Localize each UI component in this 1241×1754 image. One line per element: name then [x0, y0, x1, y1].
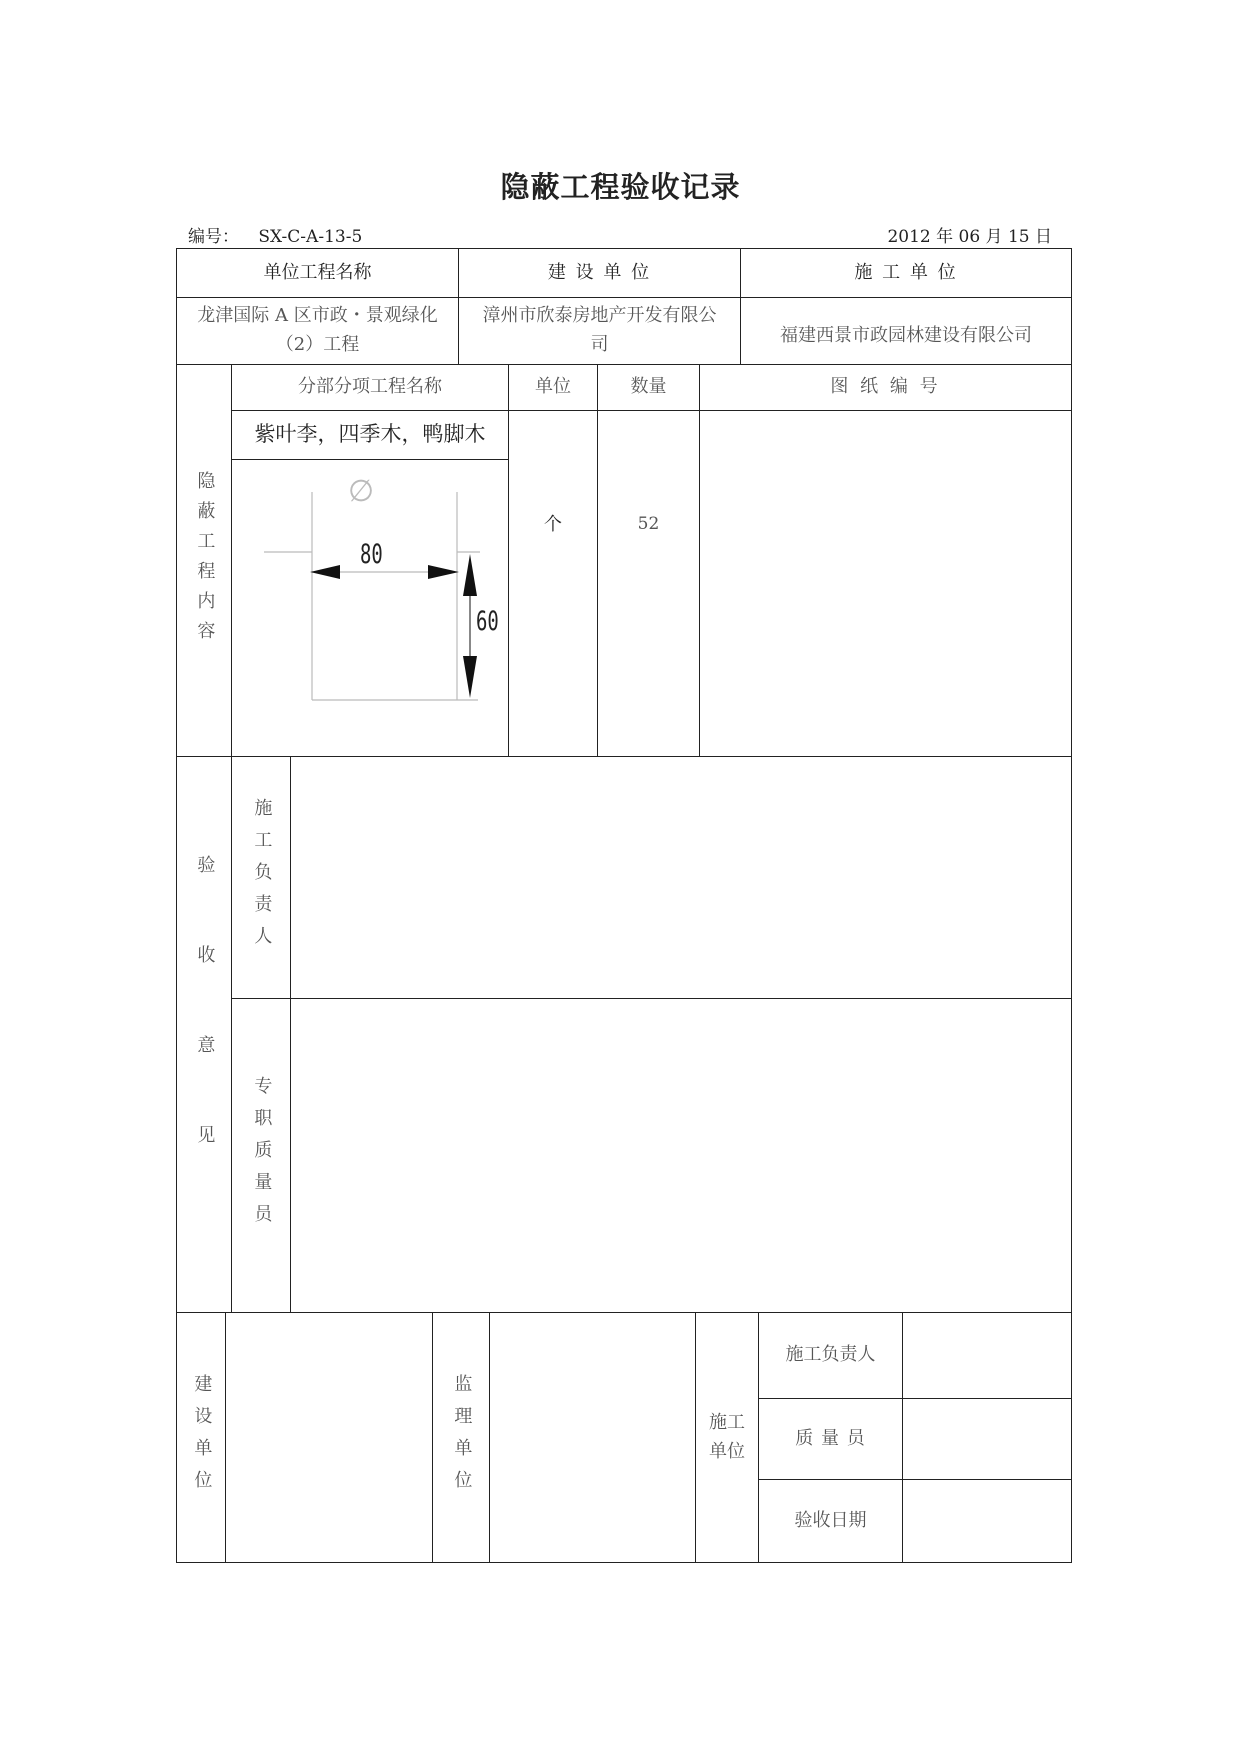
- contractor-header: 施 工 单 位: [854, 261, 958, 283]
- content-side-label: 隐蔽工程内容: [194, 470, 216, 651]
- supervisor-sign-label: 监理单位: [451, 1373, 473, 1502]
- owner-sign-label: 建设单位: [191, 1373, 213, 1502]
- record-number: [188, 222, 362, 247]
- record-date: 2012 年 06 月 15 日: [887, 227, 1052, 247]
- site-manager-sign-field[interactable]: [903, 1313, 1071, 1398]
- role-acceptance-date-label: 验收日期: [794, 1509, 867, 1531]
- contractor-value: 福建西景市政园林建设有限公司: [780, 324, 1032, 346]
- contractor-sign-label-line-1: 施工: [709, 1411, 745, 1433]
- quality-inspector-opinion-field[interactable]: [291, 999, 1071, 1312]
- width-label: 80: [360, 539, 383, 570]
- quality-inspector-label: 专职质量员: [251, 1075, 273, 1236]
- width-arrow-right: [428, 565, 459, 579]
- owner-header: 建 设 单 位: [547, 261, 652, 283]
- owner-value: [459, 298, 740, 364]
- unit-header: 单位: [535, 376, 571, 398]
- quantity-value: 52: [637, 514, 660, 535]
- item-name-value: 紫叶李，四季木，鸭脚木: [254, 422, 486, 447]
- contractor-sign-label-line-2: 单位: [709, 1440, 745, 1462]
- record-number-value: SX-C-A-13-5: [258, 227, 363, 247]
- project-name-value: [177, 298, 458, 364]
- drawing-number-value: [700, 411, 1071, 756]
- owner-line-2: 司: [590, 334, 609, 355]
- drawing-number-header: 图 纸 编 号: [830, 376, 941, 398]
- role-site-manager-label: 施工负责人: [785, 1344, 876, 1366]
- page-title: 隐蔽工程验收记录: [500, 170, 741, 204]
- width-arrow-left: [310, 565, 340, 579]
- height-label: 60: [476, 606, 499, 637]
- height-arrow-up: [463, 554, 477, 596]
- unit-value: 个: [544, 513, 562, 535]
- owner-line-1: 漳州市欣泰房地产开发有限公: [482, 305, 717, 327]
- site-manager-label: 施工负责人: [251, 797, 273, 958]
- project-name-line-2: （2）工程: [275, 334, 360, 355]
- supervisor-sign-field[interactable]: [490, 1313, 695, 1562]
- contractor-sign-label: [696, 1313, 758, 1562]
- quantity-header: 数量: [630, 376, 667, 398]
- project-name-line-1: 龙津国际 A 区市政・景观绿化: [197, 305, 438, 327]
- project-name-header: 单位工程名称: [263, 261, 372, 283]
- role-quality-label: 质 量 员: [795, 1427, 866, 1449]
- record-number-label: 编号：: [188, 227, 239, 247]
- height-arrow-down: [463, 656, 477, 698]
- owner-sign-field[interactable]: [226, 1313, 432, 1562]
- opinion-side-label: 验收意见: [194, 854, 216, 1215]
- acceptance-date-field[interactable]: [903, 1480, 1071, 1562]
- planting-pit-diagram: [232, 460, 508, 756]
- diameter-symbol: ∅: [348, 474, 375, 509]
- site-manager-opinion-field[interactable]: [291, 757, 1071, 998]
- quality-sign-field[interactable]: [903, 1399, 1071, 1479]
- item-name-header: 分部分项工程名称: [298, 376, 442, 398]
